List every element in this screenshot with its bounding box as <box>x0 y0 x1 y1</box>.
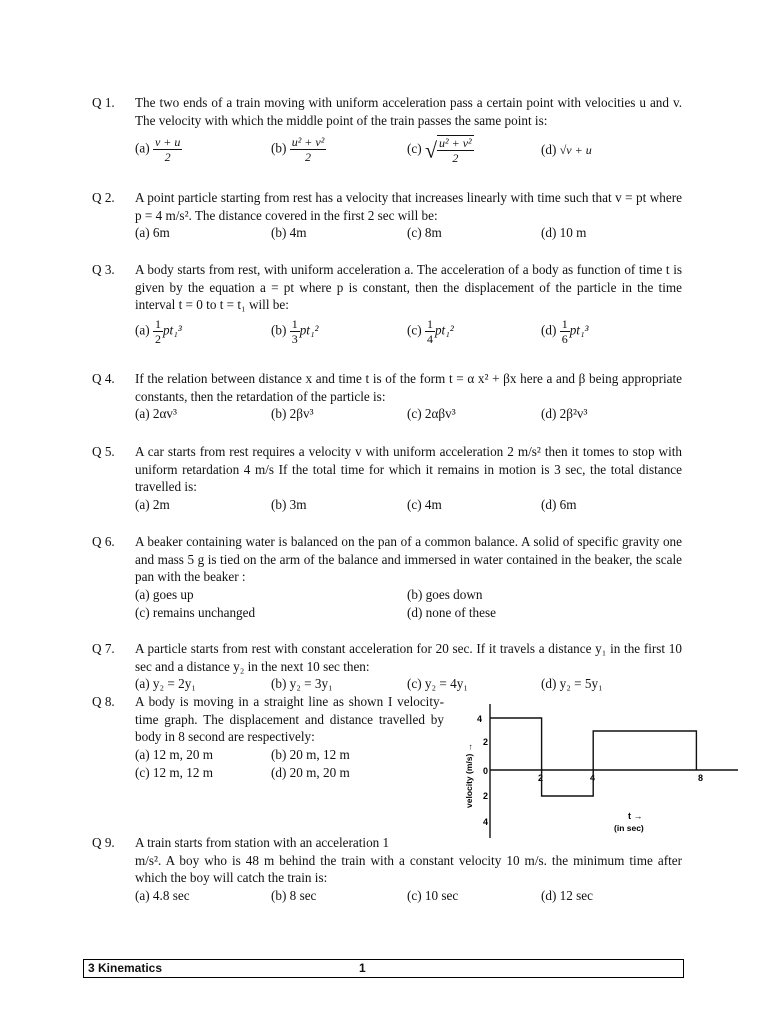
option-c: (c) 12 m, 12 m <box>135 764 214 780</box>
fraction <box>290 317 300 346</box>
option-label: (b) <box>271 322 287 338</box>
numerator: v + u <box>154 135 181 149</box>
sqrt-sign: √ <box>424 137 438 163</box>
answer-options-row1 <box>135 586 682 604</box>
numerator: u² + v² <box>291 135 325 149</box>
option-d <box>541 317 588 346</box>
fraction <box>153 135 182 164</box>
question-9 <box>92 834 682 905</box>
option-label: (d) <box>541 322 557 338</box>
option-label: (a) <box>135 322 150 338</box>
option-a <box>135 317 182 346</box>
y-tick-label: 2 <box>482 737 488 747</box>
option-b: (b) goes down <box>407 586 483 602</box>
question-number: Q 8. <box>92 694 115 709</box>
option-d: (d) y₂ = 5y₁ <box>541 676 603 691</box>
option-d: (d) 12 sec <box>541 887 593 903</box>
question-text: m/s². A boy who is 48 m behind the train with a constant velocity 10 m/s. the minimum time after which the boy will catch the train is: <box>135 852 682 885</box>
option-c: (c) y₂ = 4y₁ <box>407 676 468 691</box>
option-d: (d) none of these <box>407 604 496 620</box>
question-3 <box>92 261 682 354</box>
question-1 <box>92 94 682 169</box>
option-a: (a) y₂ = 2y₁ <box>135 676 196 691</box>
option-a: (a) 4.8 sec <box>135 887 190 903</box>
question-text: A car starts from rest requires a velocity v with uniform acceleration 2 m/s² then it tomes to stop with uniform retardation 4 m/s If the total time for which it remains in motion is 3 sec, the total distance travelled is: <box>135 444 682 494</box>
question-number: Q 4. <box>92 371 115 386</box>
option-label: (c) <box>407 141 422 157</box>
question-text: A beaker containing water is balanced on the pan of a common balance. A solid of specific gravity one and mass 5 g is tied on the arm of the balance and immersed in water contained in the beaker, the scale pan with the beaker : <box>135 534 682 584</box>
fraction <box>290 135 327 164</box>
x-axis-unit: (in sec) <box>614 823 644 833</box>
option-d: (d) 2β²v³ <box>541 406 588 421</box>
numerator: 1 <box>154 316 161 331</box>
x-axis-label: t → <box>628 811 643 821</box>
denominator: 2 <box>452 151 459 165</box>
question-2 <box>92 189 682 242</box>
page-number: 1 <box>359 961 366 975</box>
option-b: (b) 8 sec <box>271 887 317 903</box>
sqrt-expression: √v + u <box>559 143 592 158</box>
option-label: (d) <box>541 142 557 157</box>
option-label: (b) <box>271 140 287 156</box>
x-tick-label: 8 <box>698 773 704 783</box>
option-a: (a) goes up <box>135 586 194 602</box>
answer-options <box>135 224 682 242</box>
option-d: (d) 10 m <box>541 225 587 240</box>
option-c: (c) 2αβv³ <box>407 406 456 421</box>
graph-layer <box>464 704 738 838</box>
question-5 <box>92 443 682 514</box>
question-number: Q 9. <box>92 835 115 850</box>
option-a: (a) 2m <box>135 496 170 512</box>
y-tick-label: 4 <box>476 714 482 724</box>
option-b: (b) 4m <box>271 225 307 240</box>
option-b: (b) 2βv³ <box>271 406 314 421</box>
option-b: (b) y₂ = 3y₁ <box>271 676 333 691</box>
option-a: (a) 12 m, 20 m <box>135 746 214 762</box>
option-c: (c) remains unchanged <box>135 604 256 620</box>
term: pt₁³ <box>162 322 182 338</box>
denominator: 2 <box>305 150 311 164</box>
option-d <box>541 141 592 160</box>
option-b: (b) 3m <box>271 496 307 512</box>
question-text-line1: A train starts from station with an acceleration 1 <box>135 835 390 850</box>
answer-options <box>135 887 682 905</box>
option-label: (a) <box>135 140 150 156</box>
numerator: 1 <box>561 316 568 331</box>
question-text: The two ends of a train moving with uniform acceleration pass a certain point with velocities u and v. The velocity with which the middle point of the train passes the same point is: <box>135 95 682 128</box>
question-text: A body starts from rest, with uniform acceleration a. The acceleration of a body as function of time t is given by the equation a = pt where p is constant, then the displacement of the particle in the time interval t = 0 to t = t₁ will be: <box>135 262 682 312</box>
answer-options <box>135 314 682 354</box>
option-d: (d) 6m <box>541 496 577 512</box>
question-text: A body is moving in a straight line as shown I velocity-time graph. The displacement and distance travelled by body in 8 second are respectively: <box>135 694 444 744</box>
denominator: 3 <box>291 331 298 346</box>
question-8 <box>92 693 444 782</box>
denominator: 6 <box>561 331 568 346</box>
term: pt₁² <box>299 322 319 338</box>
answer-options <box>135 129 682 169</box>
question-6 <box>92 533 682 622</box>
question-number: Q 3. <box>92 262 115 277</box>
fraction <box>425 317 435 346</box>
answer-options-row2 <box>135 604 682 622</box>
fraction <box>153 317 163 346</box>
answer-options <box>135 496 682 514</box>
question-7 <box>92 640 682 693</box>
x-tick-label: 4 <box>590 773 596 783</box>
answer-options-row2 <box>135 764 444 782</box>
question-text: A particle starts from rest with constant acceleration for 20 sec. If it travels a distance y₁ in the first 10 sec and a distance y₂ in the next 10 sec then: <box>135 641 682 674</box>
option-a <box>135 135 182 164</box>
answer-options-row1 <box>135 746 444 764</box>
y-tick-label: 0 <box>482 766 488 776</box>
answer-options <box>135 675 682 693</box>
question-number: Q 7. <box>92 641 115 656</box>
option-b <box>271 317 318 346</box>
question-text: A point particle starting from rest has a velocity that increases linearly with time such that v = pt where p = 4 m/s². The distance covered in the first 2 sec will be: <box>135 190 682 223</box>
numerator: 1 <box>291 316 298 331</box>
option-label: (c) <box>407 322 422 338</box>
option-b: (b) 20 m, 12 m <box>271 746 350 762</box>
option-c: (c) 10 sec <box>407 887 459 903</box>
question-number: Q 2. <box>92 190 115 205</box>
fraction <box>560 317 570 346</box>
question-text: If the relation between distance x and time t is of the form t = α x² + βx here a and β being appropriate constants, then the retardation of the particle is: <box>135 371 682 404</box>
question-number: Q 5. <box>92 444 115 459</box>
fraction <box>437 135 474 165</box>
denominator: 2 <box>164 150 171 164</box>
denominator: 4 <box>426 331 433 346</box>
chapter-label: 3 Kinematics <box>88 961 163 975</box>
y-axis-label: velocity (m/s) → <box>464 742 474 808</box>
y-tick-label: 4 <box>482 817 488 827</box>
numerator: u² + v² <box>439 136 472 150</box>
numerator: 1 <box>426 316 433 331</box>
option-b <box>271 135 326 164</box>
y-tick-label: 2 <box>482 791 488 801</box>
option-c: (c) 8m <box>407 225 442 240</box>
denominator: 2 <box>154 331 161 346</box>
option-c: (c) 4m <box>407 496 442 512</box>
velocity-series-line <box>490 718 696 796</box>
x-tick-label: 2 <box>538 773 544 783</box>
term: pt₁³ <box>569 322 589 338</box>
option-a: (a) 2αv³ <box>135 406 177 421</box>
question-4 <box>92 370 682 423</box>
velocity-time-graph <box>452 698 738 840</box>
question-number: Q 6. <box>92 534 115 549</box>
option-c <box>407 135 474 165</box>
option-d: (d) 20 m, 20 m <box>271 764 350 780</box>
option-a: (a) 6m <box>135 225 170 240</box>
question-number: Q 1. <box>92 95 115 110</box>
option-c <box>407 317 454 346</box>
page-footer <box>83 959 684 978</box>
answer-options <box>135 405 682 423</box>
term: pt₁² <box>434 322 454 338</box>
